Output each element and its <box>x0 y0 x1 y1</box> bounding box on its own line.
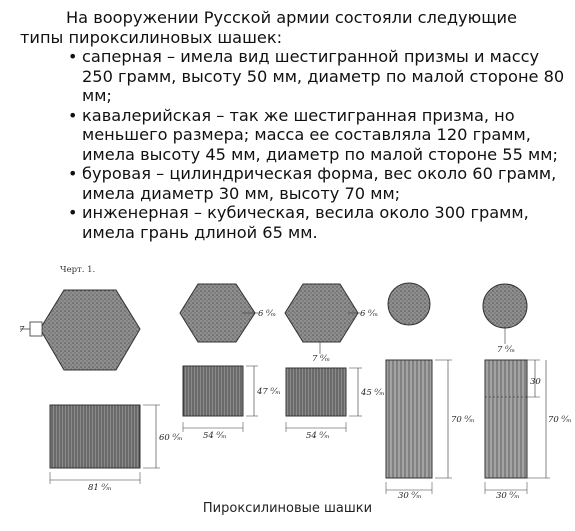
list-item-engineer: • инженерная – кубическая, весила около 300 грамм, имела грань длиной 65 мм. <box>82 203 565 242</box>
dim-rect5-width: 30 ⁰⁄ₘ <box>496 491 520 501</box>
sapper-hexagon-top-view <box>40 290 140 370</box>
dim-bottom-hex3: 7 ⁰⁄ₘ <box>312 354 331 364</box>
figure-pyroxylin-charges <box>0 262 575 531</box>
hexagon-3-top-view <box>285 284 358 342</box>
figure-label: Черт. 1. <box>60 265 96 275</box>
list-item-sapper: • саперная – имела вид шестигранной призмы и массу 250 грамм, высоту 50 мм, диаметр по малой стороне 80 мм; <box>82 47 565 106</box>
dim-hole-left: 7 <box>19 325 25 335</box>
dim-rect2-height: 47 ⁰⁄ₘ <box>257 387 281 397</box>
sapper-side-view <box>50 405 140 468</box>
dim-hole-hex2: 6 ⁰⁄ₘ <box>258 309 277 319</box>
dim-rect1-width: 81 ⁰⁄ₘ <box>88 483 112 493</box>
charge-types-list <box>20 47 565 242</box>
dim-rect4-height: 70 ⁰⁄ₘ <box>451 415 475 425</box>
dim-rect4-width: 30 ⁰⁄ₘ <box>398 491 422 501</box>
technical-drawing <box>0 262 575 502</box>
engineer-side-view <box>485 360 527 478</box>
document-text <box>20 8 565 242</box>
list-item-cavalry: • кавалерийская – так же шестигранная призма, но меньшего размера; масса ее составляла 120 грамм, имела высоту 45 мм, диаметр по малой стороне 55 мм; <box>82 106 565 165</box>
dim-rect5-height: 70 ⁰⁄ₘ <box>548 415 572 425</box>
figure-caption: Пироксилиновые шашки <box>202 501 373 516</box>
dim-rect1-height: 60 ⁰⁄ₘ <box>159 433 183 443</box>
dim-rect2-width: 54 ⁰⁄ₘ <box>203 431 227 441</box>
dim-bottom-circle2: 7 ⁰⁄ₘ <box>497 345 516 355</box>
hexagon-3-side-view <box>286 368 346 416</box>
dim-rect5-top: 30 <box>530 377 541 387</box>
cavalry-side-view <box>183 366 243 416</box>
dim-rect3-height: 45 ⁰⁄ₘ <box>361 388 385 398</box>
dim-rect3-width: 54 ⁰⁄ₘ <box>306 431 330 441</box>
drilling-side-view <box>386 360 432 478</box>
intro-paragraph: На вооружении Русской армии состояли следующие типы пироксилиновых шашек: <box>20 8 517 47</box>
drilling-circle-top-view <box>388 283 430 325</box>
list-item-drilling: • буровая – цилиндрическая форма, вес около 60 грамм, имела диаметр 30 мм, высоту 70 мм; <box>82 164 565 203</box>
engineer-circle-top-view <box>483 284 527 328</box>
dim-hole-hex3: 6 ⁰⁄ₘ <box>360 309 379 319</box>
